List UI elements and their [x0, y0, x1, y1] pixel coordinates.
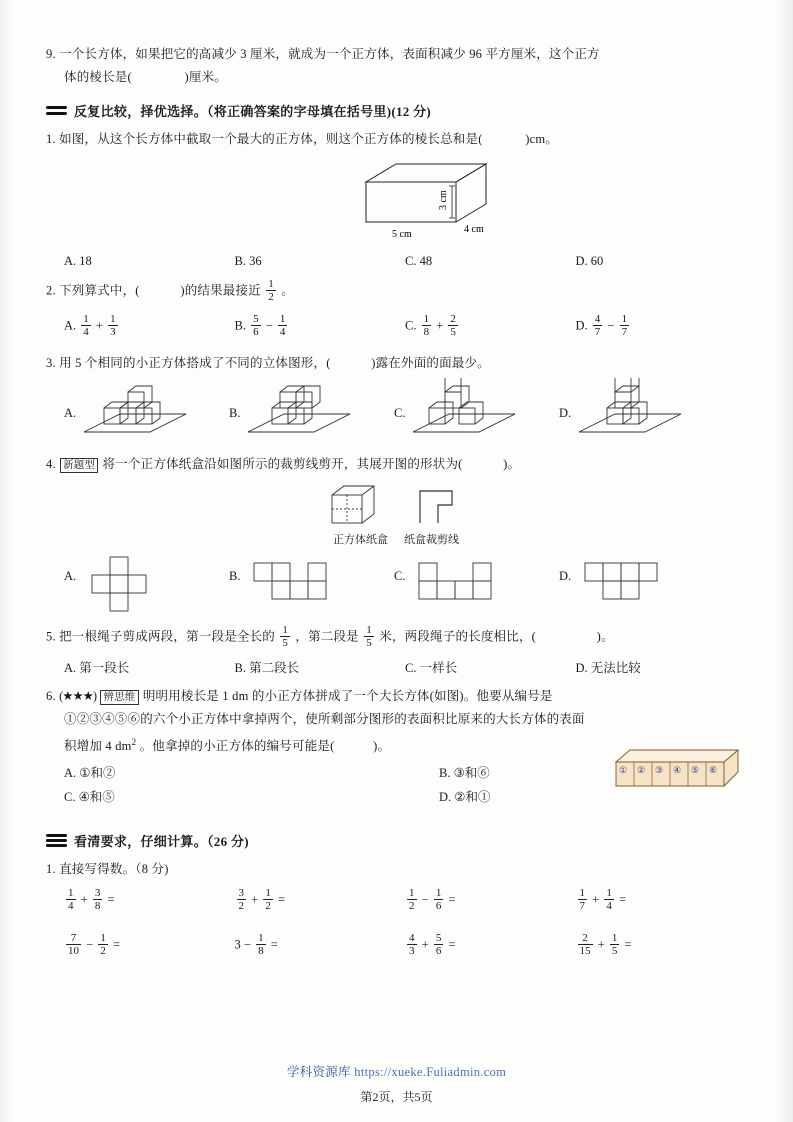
svg-text:②: ②	[637, 765, 646, 775]
choice-q6-text-3a: 积增加 4 dm	[64, 739, 132, 754]
choice-question-4	[46, 454, 746, 475]
choice-q4-option-d-label: D.	[559, 569, 572, 583]
choice-q4-option-c[interactable]	[394, 553, 559, 617]
choice-q6-option-d[interactable]: D. ②和①	[439, 790, 491, 805]
choice-q3-option-c[interactable]	[394, 378, 559, 444]
choice-q4-text-tail: )。	[503, 457, 521, 471]
watermark-url: https://xueke.Fuliadmin.com	[354, 1065, 507, 1079]
page-number: 第2页，共5页	[360, 1090, 433, 1104]
choice-q4-option-a-label: A.	[64, 569, 77, 583]
choice-q2-option-d[interactable]: D. $\frac{4}{7}$ − $\frac{1}{7}$	[575, 313, 628, 338]
choice-q3-option-b[interactable]	[229, 378, 394, 444]
choice-q2-text-a: 下列算式中，(	[59, 283, 140, 298]
section-2-title: 反复比较，择优选择。（将正确答案的字母填在括号里)(12 分)	[74, 104, 432, 119]
cube-shape-a	[78, 378, 208, 444]
choice-q5-fraction-1: $\frac{1}{5}$	[282, 624, 289, 649]
q1-figure-prism	[46, 152, 746, 248]
choice-q1-option-a[interactable]: A. 18	[64, 254, 92, 268]
calc-item-2: $\frac{3}{2}$ + $\frac{1}{2}$ =	[238, 887, 285, 913]
choice-q5-option-a[interactable]: A. 第一段长	[64, 661, 130, 675]
choice-q2-options	[46, 314, 746, 339]
choice-q6-line2	[46, 709, 746, 730]
question-9-text3: )厘米。	[184, 70, 227, 84]
choice-q5-text-a: 把一根绳子剪成两段，第一段是全长的	[59, 629, 276, 644]
question-9-line2	[46, 67, 746, 88]
choice-q1-option-d[interactable]: D. 60	[575, 254, 604, 268]
choice-question-2	[46, 279, 746, 304]
page-right-shadow	[777, 0, 793, 1122]
cube-shape-b	[242, 378, 372, 444]
page-content	[46, 44, 746, 978]
q4-caption-left: 正方体纸盒	[333, 534, 388, 546]
calc-item-7: $\frac{4}{3}$ + $\frac{5}{6}$ =	[409, 932, 456, 958]
choice-q6-line1	[46, 686, 746, 707]
prism-depth-label: 4 cm	[464, 224, 484, 235]
section-two-mark-icon	[46, 103, 67, 118]
choice-q2-number: 2.	[46, 283, 56, 298]
choice-q4-option-d[interactable]	[559, 553, 724, 617]
choice-q5-text-d: )。	[596, 629, 614, 644]
question-9-text2: 体的棱长是(	[64, 70, 132, 84]
choice-q6-text-1: 明明用棱长是 1 dm 的小正方体拼成了一个大长方体(如图)。他要从编号是	[142, 689, 553, 703]
cube-shape-d	[573, 378, 703, 444]
net-shape-d	[575, 553, 695, 617]
choice-q4-text: 将一个正方体纸盒沿如图所示的裁剪线剪开，其展开图的形状为(	[102, 457, 463, 471]
choice-q6-number: 6.	[46, 689, 56, 703]
svg-text:③: ③	[655, 765, 664, 775]
choice-q5-number: 5.	[46, 629, 56, 644]
choice-q6-tag: 辨思维	[100, 690, 138, 705]
choice-q6-unit-exponent: 2	[131, 737, 137, 747]
watermark-brand: 学科资源库	[286, 1065, 351, 1079]
svg-text:①: ①	[619, 765, 628, 775]
choice-question-5	[46, 625, 746, 650]
choice-q3-option-d-label: D.	[559, 406, 572, 420]
net-shape-c	[409, 553, 529, 617]
svg-text:④: ④	[673, 765, 682, 775]
prism-width-label: 5 cm	[392, 229, 412, 240]
choice-question-6	[46, 686, 746, 805]
choice-q2-text-c: 。	[281, 283, 294, 298]
q4-figures	[46, 481, 746, 529]
choice-q4-option-a[interactable]	[64, 553, 229, 617]
choice-question-3	[46, 353, 746, 374]
choice-q6-stars: (★★★)	[59, 689, 97, 703]
choice-q1-option-b[interactable]: B. 36	[234, 254, 262, 268]
svg-text:⑥: ⑥	[709, 765, 718, 775]
section-3-header	[46, 831, 746, 850]
section-3-sub-1	[46, 859, 746, 880]
sub1-number: 1.	[46, 862, 56, 877]
choice-q4-option-b-label: B.	[229, 569, 241, 583]
choice-q3-option-c-label: C.	[394, 406, 406, 420]
question-9-number: 9.	[46, 47, 56, 61]
choice-question-1	[46, 129, 746, 150]
choice-q1-text: 如图，从这个长方体中截取一个最大的正方体，则这个正方体的棱长总和是(	[59, 132, 483, 146]
section-3-title: 看清要求，仔细计算。（26 分)	[74, 834, 249, 850]
page-left-shadow	[0, 0, 14, 1122]
q6-cuboid-figure	[608, 742, 744, 807]
choice-q4-number: 4.	[46, 457, 56, 471]
cut-line-figure	[408, 481, 468, 529]
section-2-header	[46, 101, 746, 120]
choice-q4-options	[46, 553, 746, 617]
question-9	[46, 44, 746, 65]
choice-q5-text-c: 米，两段绳子的长度相比，(	[379, 629, 537, 644]
section-three-mark-icon	[46, 833, 67, 848]
choice-q2-option-b[interactable]: B. $\frac{5}{6}$ − $\frac{1}{4}$	[234, 313, 286, 338]
choice-q5-option-c[interactable]: C. 一样长	[405, 661, 458, 675]
cube-shape-c	[407, 378, 537, 444]
choice-q3-number: 3.	[46, 356, 56, 370]
calc-item-4: $\frac{1}{7}$ + $\frac{1}{4}$ =	[579, 887, 626, 913]
net-shape-a	[80, 553, 200, 617]
choice-q5-option-d[interactable]: D. 无法比较	[575, 661, 641, 675]
net-shape-b	[244, 553, 364, 617]
prism-svg	[346, 152, 536, 248]
question-9-text: 一个长方体，如果把它的高减少 3 厘米，就成为一个正方体，表面积减少 96 平方厘米，这个正方	[59, 47, 600, 61]
sub1-text: 直接写得数。（8 分)	[59, 862, 169, 877]
choice-q1-text-tail: )cm。	[525, 132, 558, 146]
choice-q5-options	[46, 658, 746, 676]
choice-q1-options	[46, 254, 746, 269]
choice-q3-text-tail: )露在外面的面最少。	[371, 356, 490, 370]
choice-q4-tag: 新题型	[60, 458, 98, 473]
choice-q6-option-a[interactable]: A. ①和②	[64, 766, 116, 781]
choice-q5-text-b: ，第二段是	[295, 629, 359, 644]
choice-q1-number: 1.	[46, 132, 56, 146]
choice-q3-option-b-label: B.	[229, 406, 241, 420]
watermark	[0, 1062, 793, 1080]
choice-q4-option-c-label: C.	[394, 569, 406, 583]
choice-q2-target-fraction: $\frac{1}{2}$	[268, 278, 274, 303]
choice-q2-option-a[interactable]: A. $\frac{1}{4}$ + $\frac{1}{3}$	[64, 313, 116, 338]
prism-height-label: 3 cm	[438, 190, 449, 210]
choice-q5-fraction-2: $\frac{1}{5}$	[366, 624, 372, 649]
choice-q3-option-d[interactable]	[559, 378, 724, 444]
choice-q3-option-a[interactable]	[64, 378, 229, 444]
numbered-cuboid-svg	[608, 742, 744, 802]
choice-q6-option-c[interactable]: C. ④和⑤	[64, 790, 115, 805]
choice-q6-text-3b: 。他拿掉的小正方体的编号可能是(	[139, 739, 335, 754]
cube-box-figure	[324, 481, 384, 529]
choice-q3-text: 用 5 个相同的小正方体搭成了不同的立体图形，(	[59, 356, 331, 370]
calc-item-5: $\frac{7}{10}$ − $\frac{1}{2}$ =	[68, 932, 120, 958]
choice-q3-option-a-label: A.	[64, 406, 77, 420]
svg-text:⑤: ⑤	[691, 765, 700, 775]
choice-q1-option-c[interactable]: C. 48	[405, 254, 433, 268]
direct-calculation-grid	[46, 888, 746, 978]
choice-q6-text-3c: )。	[373, 739, 391, 754]
choice-q5-option-b[interactable]: B. 第二段长	[234, 661, 300, 675]
calc-item-8: $\frac{2}{15}$ + $\frac{1}{5}$ =	[579, 932, 632, 958]
q4-caption-right: 纸盒裁剪线	[404, 534, 459, 546]
choice-q2-text-b: )的结果最接近	[180, 283, 261, 298]
calc-item-6: 3 − $\frac{1}{8}$ =	[234, 932, 278, 958]
calc-item-1: $\frac{1}{4}$ + $\frac{3}{8}$ =	[68, 887, 115, 913]
choice-q4-option-b[interactable]	[229, 553, 394, 617]
calc-item-3: $\frac{1}{2}$ − $\frac{1}{6}$ =	[409, 887, 456, 913]
q4-figure-captions	[46, 531, 746, 547]
choice-q6-text-2: ①②③④⑤⑥的六个小正方体中拿掉两个，使所剩部分图形的表面积比原来的大长方体的表面	[64, 712, 585, 726]
choice-q3-options	[46, 378, 746, 444]
choice-q2-option-c[interactable]: C. $\frac{1}{8}$ + $\frac{2}{5}$	[405, 313, 456, 338]
choice-q6-option-b[interactable]: B. ③和⑥	[439, 766, 490, 781]
